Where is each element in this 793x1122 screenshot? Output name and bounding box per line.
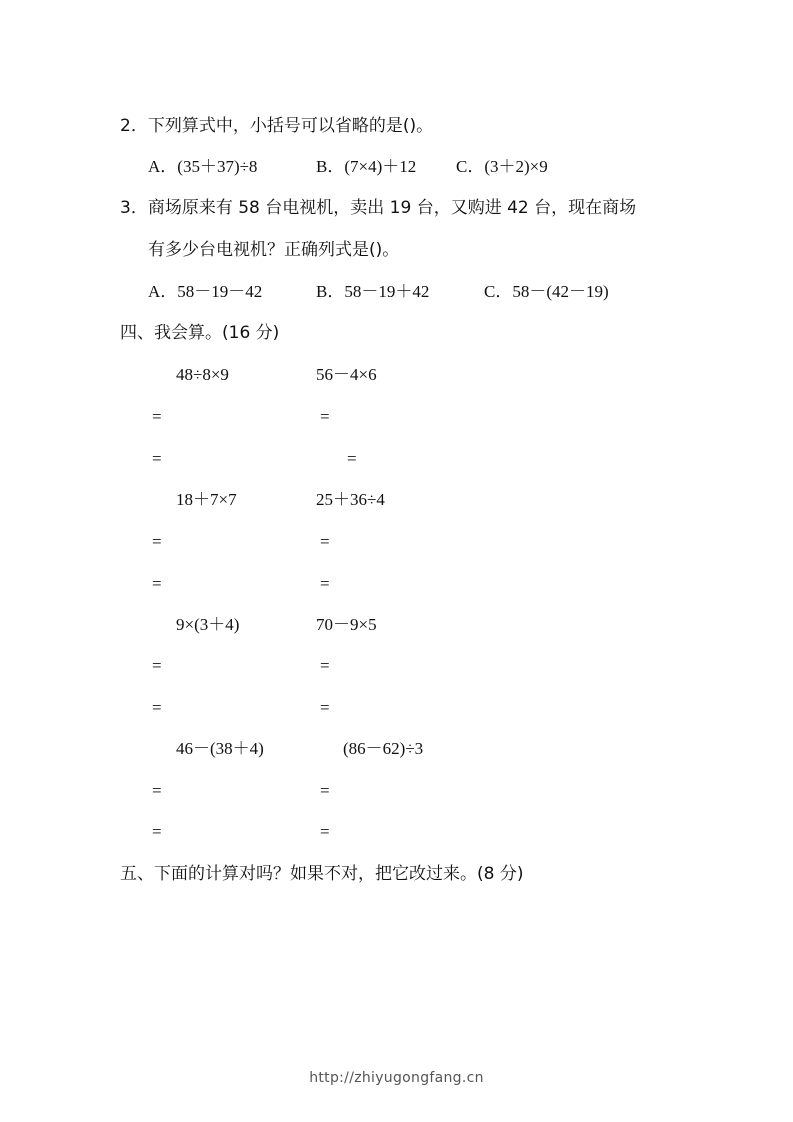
- equals-sign: =: [320, 407, 330, 426]
- equals-sign: =: [152, 781, 162, 800]
- q3-option-c: C．58－(42－19): [484, 282, 609, 301]
- problem-8: (86－62)÷3: [343, 739, 424, 758]
- problem-1: 48÷8×9: [176, 365, 229, 384]
- equals-sign: =: [152, 532, 162, 551]
- equals-sign: =: [152, 407, 162, 426]
- equals-sign: =: [152, 822, 162, 841]
- problem-4: 25＋36÷4: [316, 490, 385, 509]
- equals-sign: =: [320, 532, 330, 551]
- q3-stem-line1: 3．商场原来有 58 台电视机，卖出 19 台，又购进 42 台，现在商场: [120, 198, 637, 218]
- problem-3: 18＋7×7: [176, 490, 237, 509]
- equals-sign: =: [320, 656, 330, 675]
- equals-sign: =: [152, 449, 162, 468]
- q2-stem: 2．下列算式中，小括号可以省略的是()。: [120, 116, 434, 136]
- problem-5: 9×(3＋4): [176, 615, 240, 634]
- q3-stem-line2: 有多少台电视机？正确列式是()。: [148, 240, 400, 260]
- q3-option-a: A．58－19－42: [148, 282, 263, 301]
- problem-6: 70－9×5: [316, 615, 377, 634]
- q2-option-a: A．(35＋37)÷8: [148, 157, 258, 176]
- equals-sign: =: [320, 698, 330, 717]
- problem-7: 46－(38＋4): [176, 739, 264, 758]
- section4-title: 四、我会算。(16 分): [120, 323, 280, 343]
- equals-sign: =: [347, 449, 357, 468]
- q2-option-c: C．(3＋2)×9: [456, 157, 548, 176]
- q2-option-b: B．(7×4)＋12: [316, 157, 417, 176]
- equals-sign: =: [152, 698, 162, 717]
- equals-sign: =: [152, 574, 162, 593]
- equals-sign: =: [320, 574, 330, 593]
- footer-url: http://zhiyugongfang.cn: [309, 1070, 484, 1086]
- equals-sign: =: [320, 822, 330, 841]
- equals-sign: =: [320, 781, 330, 800]
- section5-title: 五、下面的计算对吗？如果不对，把它改过来。(8 分): [120, 864, 524, 884]
- q3-option-b: B．58－19＋42: [316, 282, 430, 301]
- equals-sign: =: [152, 656, 162, 675]
- problem-2: 56－4×6: [316, 365, 377, 384]
